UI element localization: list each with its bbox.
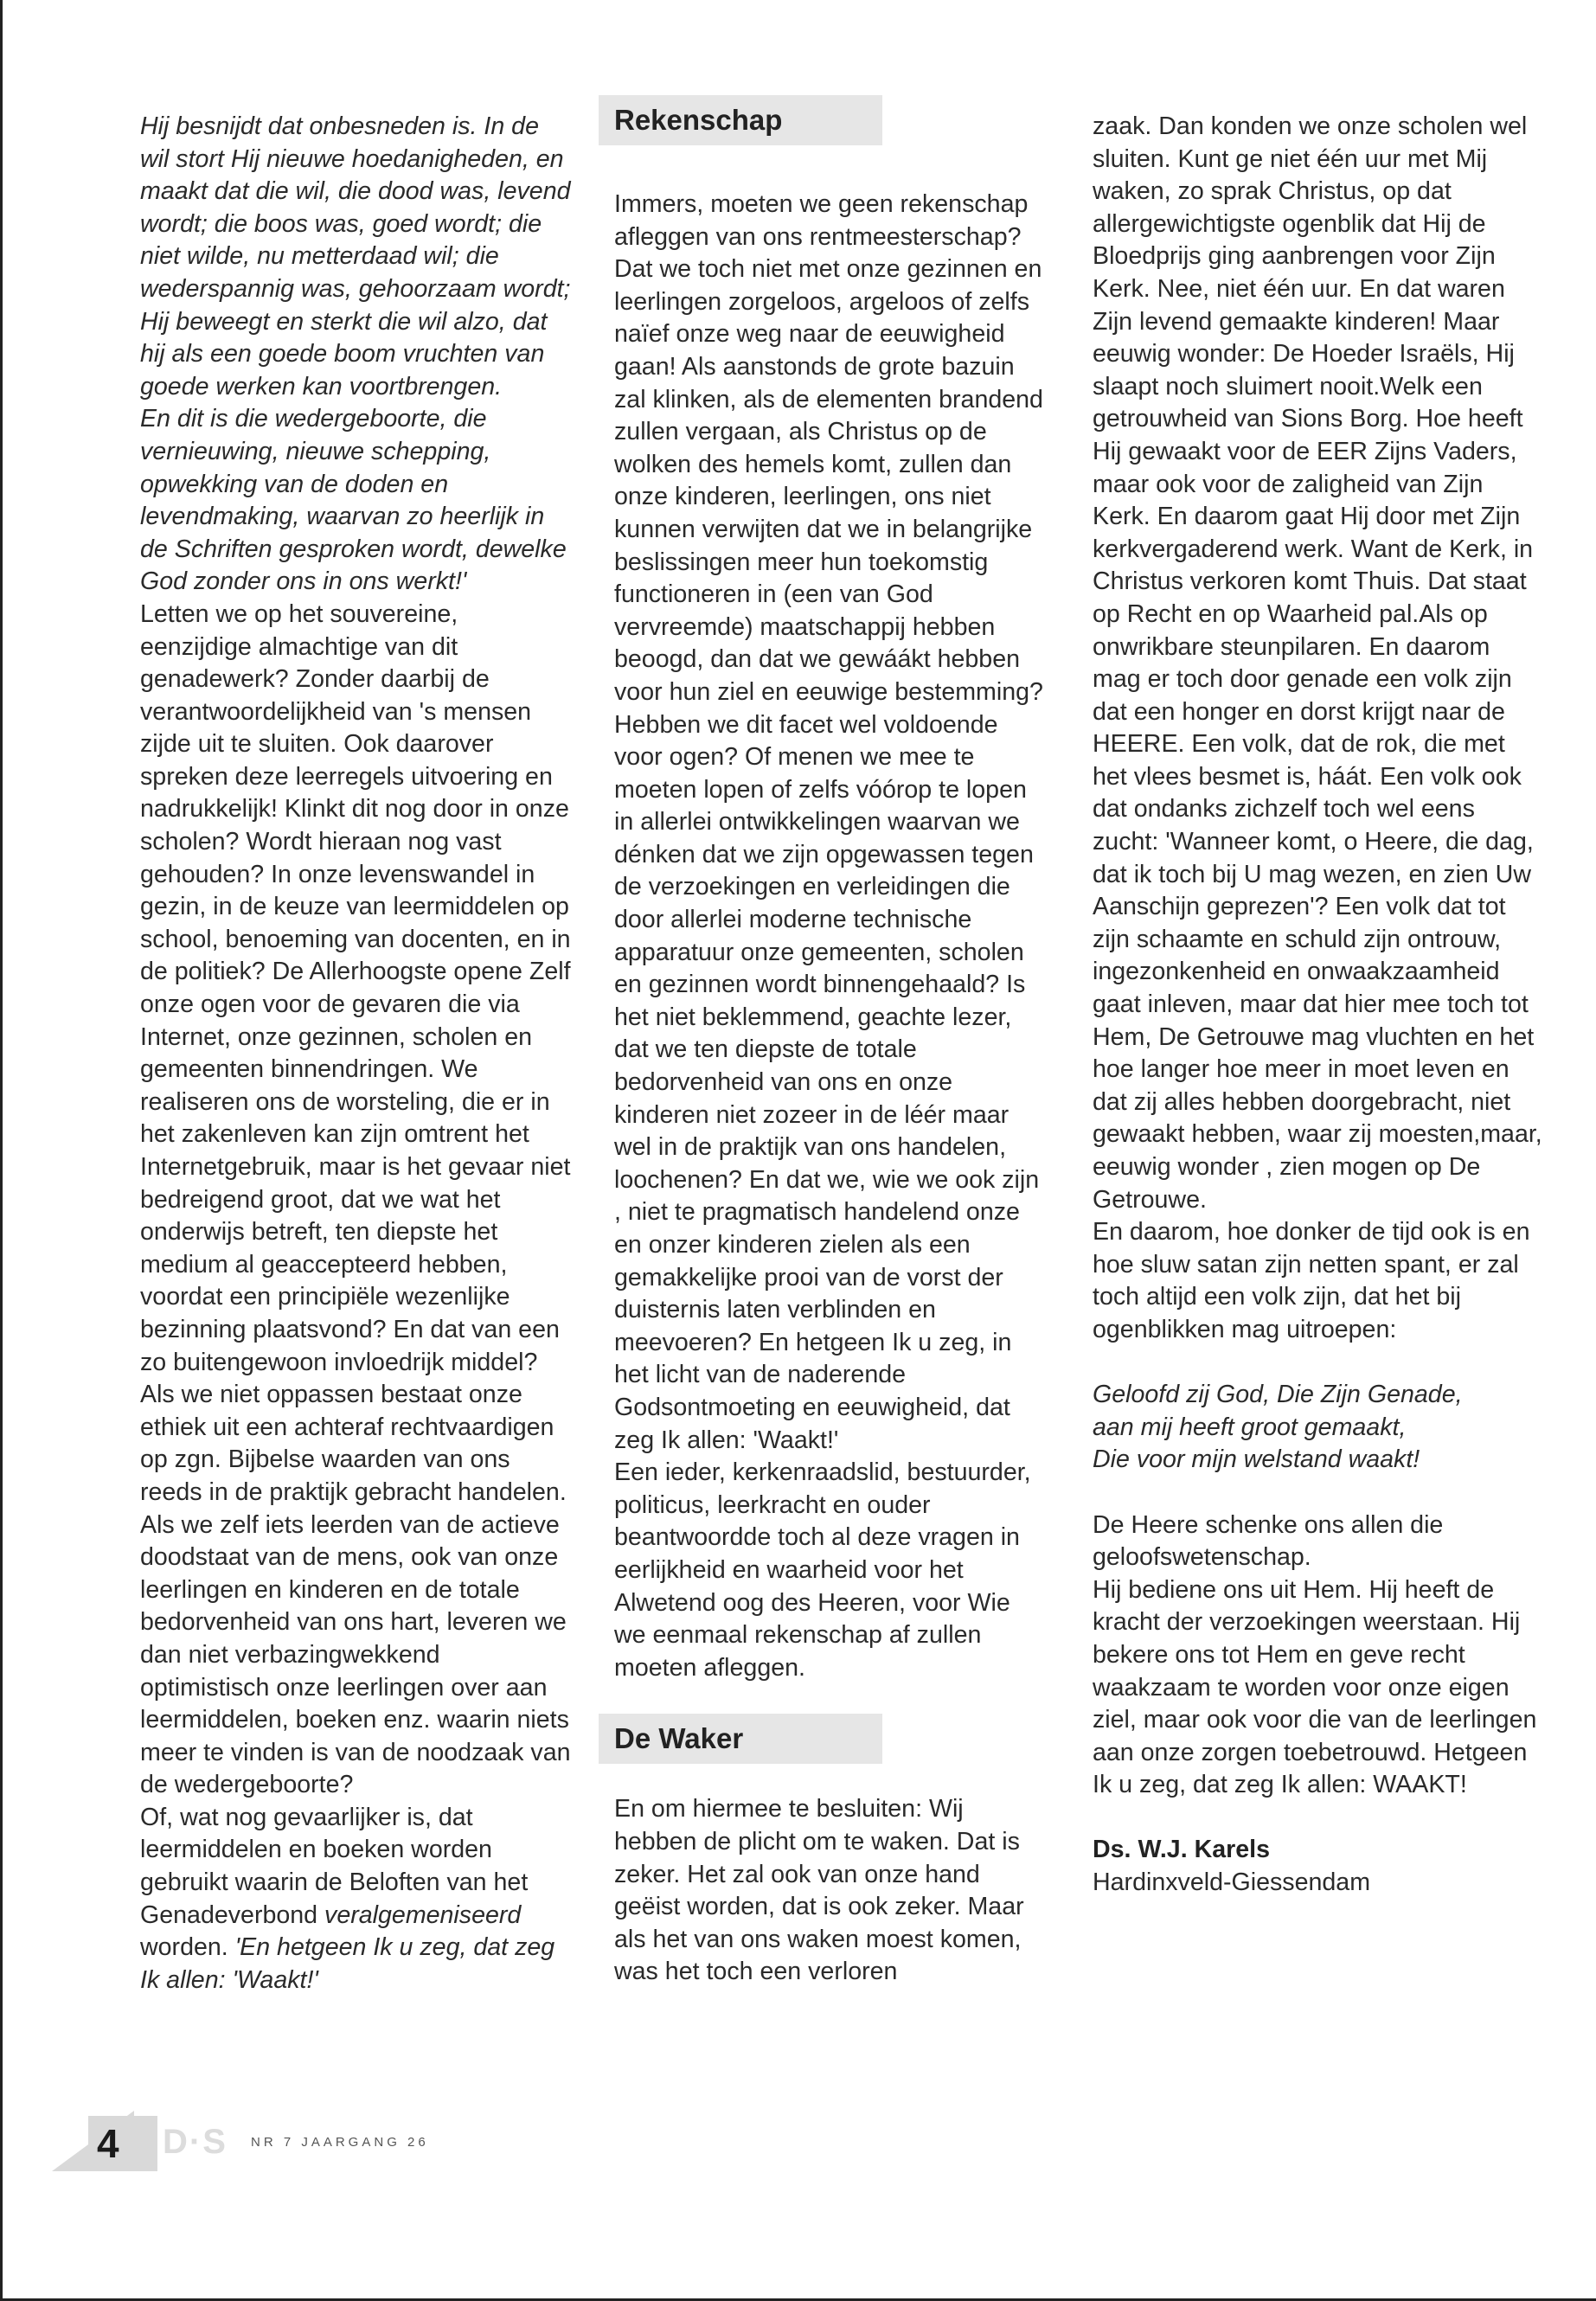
verse-line: Die voor mijn welstand waakt! — [1093, 1445, 1420, 1474]
paragraph: Als we zelf iets leerden van de actieve doodstaat van de mens, ook van onze leerlingen en kinderen en de totale bedorvenheid van ons hart, leveren we dan niet verbazingwekkend optimistisch onze leerlingen over aan leermiddelen, boeken enz. waarin niets meer te vinden is van de noodzaak van de wedergeboorte? — [140, 1510, 571, 1799]
paragraph-quote-2: En dit is die wedergeboorte, die vernieuwing, nieuwe schepping, opwekking van de doden en levendmaking, waarvan zo heerlijk in de Schriften gesproken wordt, dewelke God zonder ons in ons werkt!' — [140, 405, 567, 596]
issue-info: NR 7 JAARGANG 26 — [251, 2135, 429, 2150]
verse-line: aan mij heeft groot gemaakt, — [1093, 1413, 1407, 1441]
author-place: Hardinxveld-Giessendam — [1093, 1868, 1371, 1897]
page-number: 4 — [88, 2116, 157, 2171]
paragraph: zaak. Dan konden we onze scholen wel sluiten. Kunt ge niet één uur met Mij waken, zo sprak Christus, op dat allergewichtigste ogenblik dat Hij de Bloedprijs ging aanbrengen voor Zijn Kerk. Nee, niet één uur. En dat waren Zijn levend gemaakte kinderen! Maar eeuwig wonder: De Hoeder Israëls, Hij slaapt noch sluimert nooit.Welk een getrouwheid van Sions Borg. Hoe heeft Hij gewaakt voor de EER Zijns Vaders, maar ook voor de zaligheid van Zijn Kerk. En daarom gaat Hij door met Zijn kerkvergaderend werk. Want de Kerk, in Christus verkoren komt Thuis. Dat staat op Recht en op Waarheid pal.Als op onwrikbare steunpilaren. En daarom mag er toch door genade een volk zijn dat een honger en dorst krijgt naar de HEERE. Een volk, dat de rok, die met het vlees besmet is, háát. Een volk ook dat ondanks zichzelf toch wel eens zucht: 'Wanneer komt, o Heere, die dag, dat ik toch bij U mag wezen, en zien Uw Aanschijn geprezen'? Een volk dat tot zijn schaamte en schuld zijn ontrouw, ingezonkenheid en onwaakzaamheid gaat inleven, maar dat hier mee toch tot Hem, De Getrouwe mag vluchten en het hoe langer hoe meer in moet leven en dat zij alles hebben doorgebracht, niet gewaakt hebben, waar zij moesten,maar, eeuwig wonder , zien mogen op De Getrouwe. — [1093, 112, 1542, 1214]
text-span: Of, wat nog gevaarlijker is, dat leermiddelen en boeken worden gebruikt waarin de Beloften van het Genadeverbond — [140, 1803, 529, 1929]
paragraph: Letten we op het souvereine, eenzijdige almachtige van dit genadewerk? Zonder daarbij de verantwoordelijkheid van 's mensen zijde uit te sluiten. Ook daarover spreken deze leerregels uitvoering en nadrukkelijk! Klinkt dit nog door in onze scholen? Wordt hieraan nog vast gehouden? In onze levenswandel in gezin, in de keuze van leermiddelen op school, benoeming van docenten, en in de politiek? De Allerhoogste opene Zelf onze ogen voor de gevaren die via Internet, onze gezinnen, scholen en gemeenten binnendringen. We realiseren ons de worsteling, die er in het zakenleven kan zijn omtrent het Internetgebruik, maar is het gevaar niet bedreigend groot, dat we wat het onderwijs betreft, ten diepste het medium al geaccepteerd hebben, voordat een principiële wezenlijke bezinning plaatsvond? En dat van een zo buitengewoon invloedrijk middel? Als we niet oppassen bestaat onze ethiek uit een achteraf rechtvaardigen op zgn. Bijbelse waarden van ons reeds in de praktijk gebracht handelen. — [140, 599, 571, 1506]
section-heading-rekenschap: Rekenschap — [599, 95, 882, 145]
column-right — [1093, 111, 1542, 1900]
author-name: Ds. W.J. Karels — [1093, 1836, 1271, 1864]
column-left — [140, 111, 573, 1997]
paragraph: En om hiermee te besluiten: Wij hebben de plicht om te waken. Dat is zeker. Het zal ook van onze hand geëist worden, dat is ook zeker. Maar als het van ons waken moest komen, was het toch een verloren — [614, 1795, 1024, 1986]
paragraph: Dat we toch niet met onze gezinnen en leerlingen zorgeloos, argeloos of zelfs naïef onze weg naar de eeuwigheid gaan! Als aanstonds de grote bazuin zal klinken, als de elementen brandend zullen vergaan, als Christus op de wolken des hemels komt, zullen dan onze kinderen, leerlingen, ons niet kunnen verwijten dat we in belangrijke beslissingen meer hun toekomstig functioneren in (een van God vervreemde) maatschappij hebben beoogd, dan dat we gewáákt hebben voor hun ziel en eeuwige bestemming? Hebben we dit facet wel voldoende voor ogen? Of menen we mee te moeten lopen of zelfs vóórop te lopen in allerlei ontwikkelingen waarvan we dénken dat we zijn opgewassen tegen de verzoekingen en verleidingen die door allerlei moderne technische apparatuur onze gemeenten, scholen en gezinnen wordt binnengehaald? Is het niet beklemmend, geachte lezer, dat we ten diepste de totale bedorvenheid van ons en onze kinderen niet zozeer in de léér maar wel in de praktijk van ons handelen, loochenen? En dat we, wie we ook zijn , niet te pragmatisch handelend onze en onzer kinderen zielen als een gemakkelijke prooi van de vorst der duisternis laten verblinden en meevoeren? En hetgeen Ik u zeg, in het licht van de naderende Godsontmoeting en eeuwigheid, dat zeg Ik allen: 'Waakt!' — [614, 255, 1043, 1454]
magazine-logo: D·S — [163, 2123, 228, 2161]
text-span: worden. — [140, 1933, 235, 1962]
page-footer — [52, 2111, 502, 2171]
paragraph: Immers, moeten we geen rekenschap afleggen van ons rentmeesterschap? — [614, 190, 1029, 251]
section-heading-de-waker: De Waker — [599, 1714, 882, 1764]
paragraph — [140, 1802, 573, 1997]
paragraph: Hij bediene ons uit Hem. Hij heeft de kracht der verzoekingen weerstaan. Hij bekere ons tot Hem en geve recht waakzaam te worden voor onze eigen ziel, maar ook voor die van de leerlingen aan onze zorgen toebetrouwd. Hetgeen Ik u zeg, dat zeg Ik allen: WAAKT! — [1093, 1575, 1537, 1799]
emphasis-span: veralgemeniseerd — [324, 1900, 522, 1929]
paragraph: En daarom, hoe donker de tijd ook is en hoe sluw satan zijn netten spant, er zal toch altijd een volk zijn, dat het bij ogenblikken mag uitroepen: — [1093, 1218, 1530, 1343]
verse-line: Geloofd zij God, Die Zijn Genade, — [1093, 1381, 1463, 1409]
column-middle — [614, 95, 1047, 1989]
paragraph: De Heere schenke ons allen die geloofswetenschap. — [1093, 1510, 1444, 1572]
paragraph-quote-1: Hij besnijdt dat onbesneden is. In de wil stort Hij nieuwe hoedanigheden, en maakt dat die wil, die dood was, levend wordt; die boos was, goed wordt; die niet wilde, nu metterdaad wil; die wederspannig was, gehoorzaam wordt; Hij beweegt en sterkt die wil alzo, dat hij als een goede boom vruchten van goede werken kan voortbrengen. — [140, 112, 571, 401]
paragraph: Een ieder, kerkenraadslid, bestuurder, politicus, leerkracht en ouder beantwoordde toch al deze vragen in eerlijkheid en waarheid voor het Alwetend oog des Heeren, voor Wie we eenmaal rekenschap af zullen moeten afleggen. — [614, 1458, 1031, 1682]
emphasis-quote: 'En hetgeen Ik u zeg, dat zeg Ik allen: 'Waakt!' — [140, 1933, 555, 1994]
